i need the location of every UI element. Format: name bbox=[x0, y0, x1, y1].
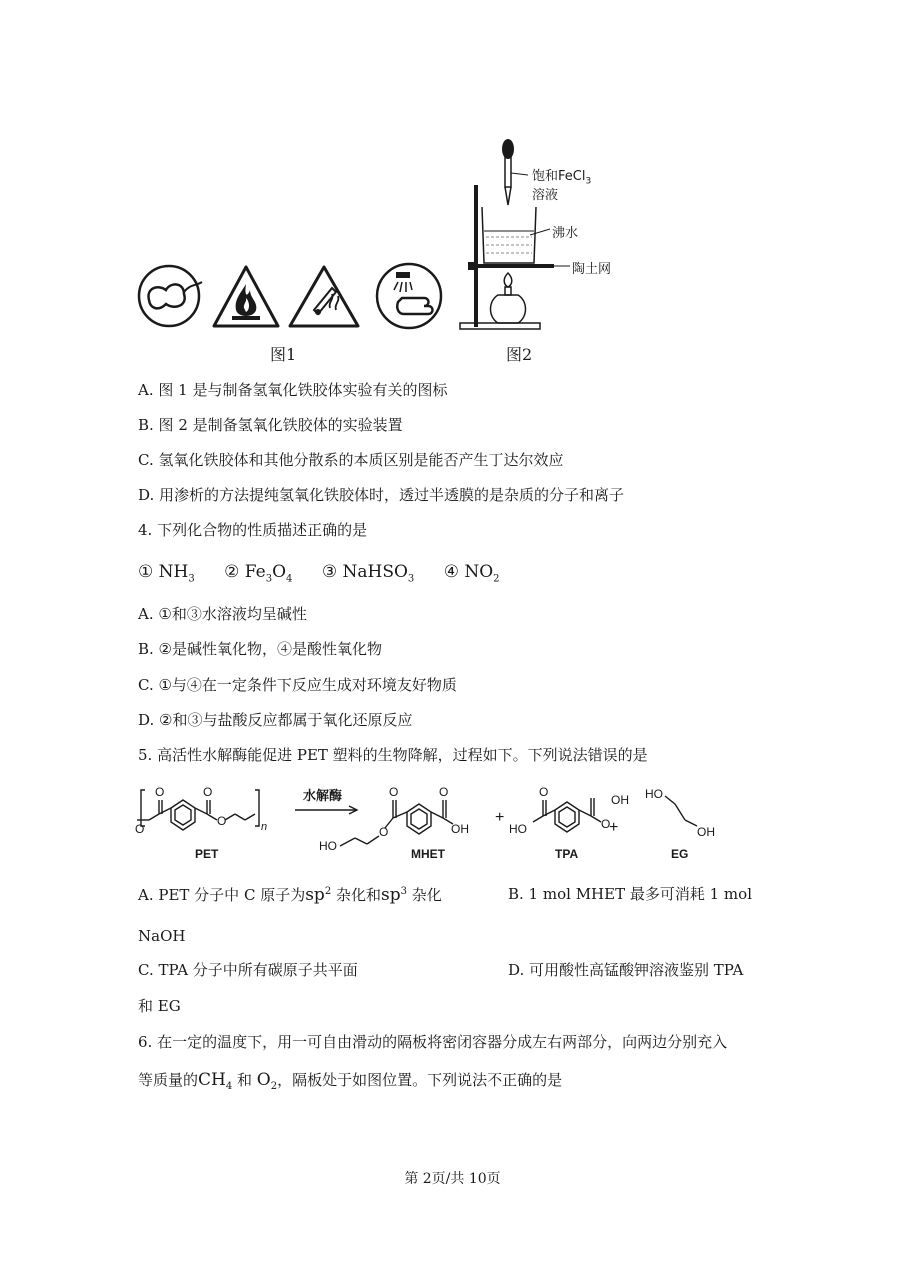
plus-2-visible: + bbox=[609, 819, 619, 836]
q5-option-b: B. 1 mol MHET 最多可消耗 1 mol bbox=[508, 885, 752, 903]
compound-3: ③ NaHSO$_3$ bbox=[321, 562, 415, 585]
flame-hazard-icon bbox=[210, 262, 282, 332]
hand-wash-icon bbox=[372, 260, 446, 332]
eg-oh: OH bbox=[697, 825, 715, 839]
pet-hydrolysis-scheme bbox=[135, 778, 735, 868]
mhet-ester-o: O bbox=[379, 825, 389, 839]
mhet-carbonyl-o1: O bbox=[389, 785, 399, 799]
pet-ester-o1: O bbox=[135, 822, 145, 836]
page-footer: 第 2页/共 10页 bbox=[404, 1171, 501, 1187]
enzyme-label: 水解酶 bbox=[303, 789, 343, 804]
plus-1: + bbox=[495, 809, 505, 826]
pet-carbonyl-o1: O bbox=[155, 785, 165, 799]
reagent-label-line2: 溶液 bbox=[532, 188, 559, 203]
q3-option-c: C. 氢氧化铁胶体和其他分散系的本质区别是能否产生丁达尔效应 bbox=[138, 451, 564, 469]
eg-label: EG bbox=[671, 847, 689, 861]
q4-option-a: A. ①和③水溶液均呈碱性 bbox=[138, 605, 307, 623]
q5-option-b-cont: NaOH bbox=[138, 927, 186, 945]
q4-stem: 4. 下列化合物的性质描述正确的是 bbox=[138, 521, 368, 539]
q5-option-d: D. 可用酸性高锰酸钾溶液鉴别 TPA bbox=[508, 961, 744, 979]
q5-option-d-cont: 和 EG bbox=[138, 997, 181, 1015]
gauze-label: 陶土网 bbox=[572, 262, 612, 277]
eg-ho: HO bbox=[645, 787, 663, 801]
pet-carbonyl-o2: O bbox=[203, 785, 213, 799]
test-tube-heating-icon bbox=[286, 262, 362, 332]
tpa-ho: HO bbox=[509, 822, 527, 836]
pet-ester-o2: O bbox=[217, 814, 227, 828]
q4-option-c: C. ①与④在一定条件下反应生成对环境友好物质 bbox=[138, 676, 457, 694]
tpa-carbonyl-o2: O bbox=[601, 817, 611, 831]
mhet-ho: HO bbox=[319, 839, 337, 853]
boiling-water-label: 沸水 bbox=[552, 226, 579, 241]
mhet-oh: OH bbox=[451, 822, 469, 836]
q4-option-b: B. ②是碱性氧化物，④是酸性氧化物 bbox=[138, 640, 383, 658]
pet-repeat-n: n bbox=[261, 821, 268, 833]
q4-option-d: D. ②和③与盐酸反应都属于氧化还原反应 bbox=[138, 711, 413, 729]
tpa-oh: OH bbox=[611, 793, 629, 807]
dropper-bulb bbox=[502, 139, 514, 159]
reagent-label: 饱和FeCl$_3$ bbox=[532, 169, 592, 187]
q6-stem-line1: 6. 在一定的温度下，用一可自由滑动的隔板将密闭容器分成左右两部分，向两边分别充入 bbox=[138, 1033, 728, 1051]
q5-option-c: C. TPA 分子中所有碳原子共平面 bbox=[138, 961, 358, 979]
q5-stem: 5. 高活性水解酶能促进 PET 塑料的生物降解，过程如下。下列说法错误的是 bbox=[138, 746, 648, 764]
q3-option-a: A. 图 1 是与制备氢氧化铁胶体实验有关的图标 bbox=[138, 381, 448, 399]
q3-option-d: D. 用渗析的方法提纯氢氧化铁胶体时，透过半透膜的是杂质的分子和离子 bbox=[138, 486, 625, 504]
mhet-label: MHET bbox=[411, 847, 445, 861]
figure-1-caption: 图1 bbox=[270, 345, 297, 364]
goggles-icon bbox=[136, 262, 206, 332]
q6-stem-line2: 等质量的$CH_4$ 和 $O_2$，隔板处于如图位置。下列说法不正确的是 bbox=[138, 1070, 563, 1092]
q3-option-b: B. 图 2 是制备氢氧化铁胶体的实验装置 bbox=[138, 416, 403, 434]
q4-compounds bbox=[138, 562, 500, 589]
tpa-label: TPA bbox=[555, 847, 579, 861]
mhet-carbonyl-o2: O bbox=[439, 785, 449, 799]
figure-2-caption: 图2 bbox=[506, 345, 533, 364]
compound-2: ② $Fe_3O_4$ bbox=[224, 562, 293, 585]
compound-1: ① $NH_3$ bbox=[138, 562, 195, 585]
tpa-carbonyl-o1: O bbox=[539, 785, 549, 799]
pet-label: PET bbox=[195, 847, 219, 861]
compound-4: ④ $NO_2$ bbox=[443, 562, 500, 585]
q5-option-a: A. PET 分子中 C 原子为$sp^2$ 杂化和$sp^3$ 杂化 bbox=[138, 885, 442, 905]
